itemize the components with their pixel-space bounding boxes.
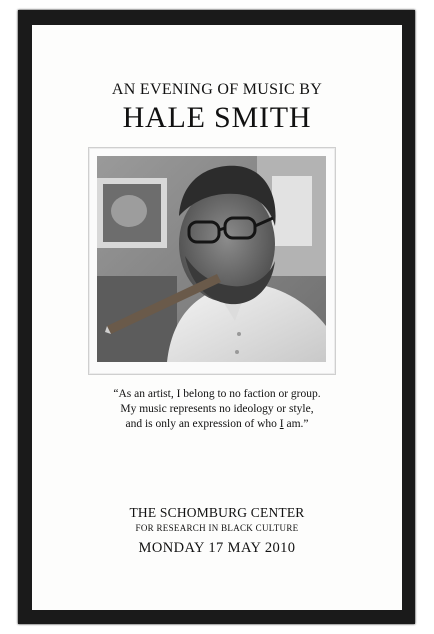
quote-emphasis: I (279, 418, 284, 430)
composer-name: HALE SMITH (122, 101, 312, 134)
quote-line-1: “As an artist, I belong to no faction or group. (113, 388, 321, 400)
event-date: MONDAY 17 MAY 2010 (138, 540, 296, 556)
program-cover (32, 25, 402, 610)
quote-line-3-start: and is only an expression of who (125, 418, 280, 430)
header-subtitle: AN EVENING OF MUSIC BY (111, 81, 323, 98)
composer-quote (32, 387, 402, 432)
quote-line-3-end: am.” (283, 418, 309, 430)
quote-line-2: My music represents no ideology or style, (120, 403, 314, 415)
venue-subtitle: FOR RESEARCH IN BLACK CULTURE (135, 523, 299, 533)
venue-name: THE SCHOMBURG CENTER (129, 505, 305, 520)
composer-photo (97, 156, 326, 362)
quote-line-3 (32, 417, 402, 432)
